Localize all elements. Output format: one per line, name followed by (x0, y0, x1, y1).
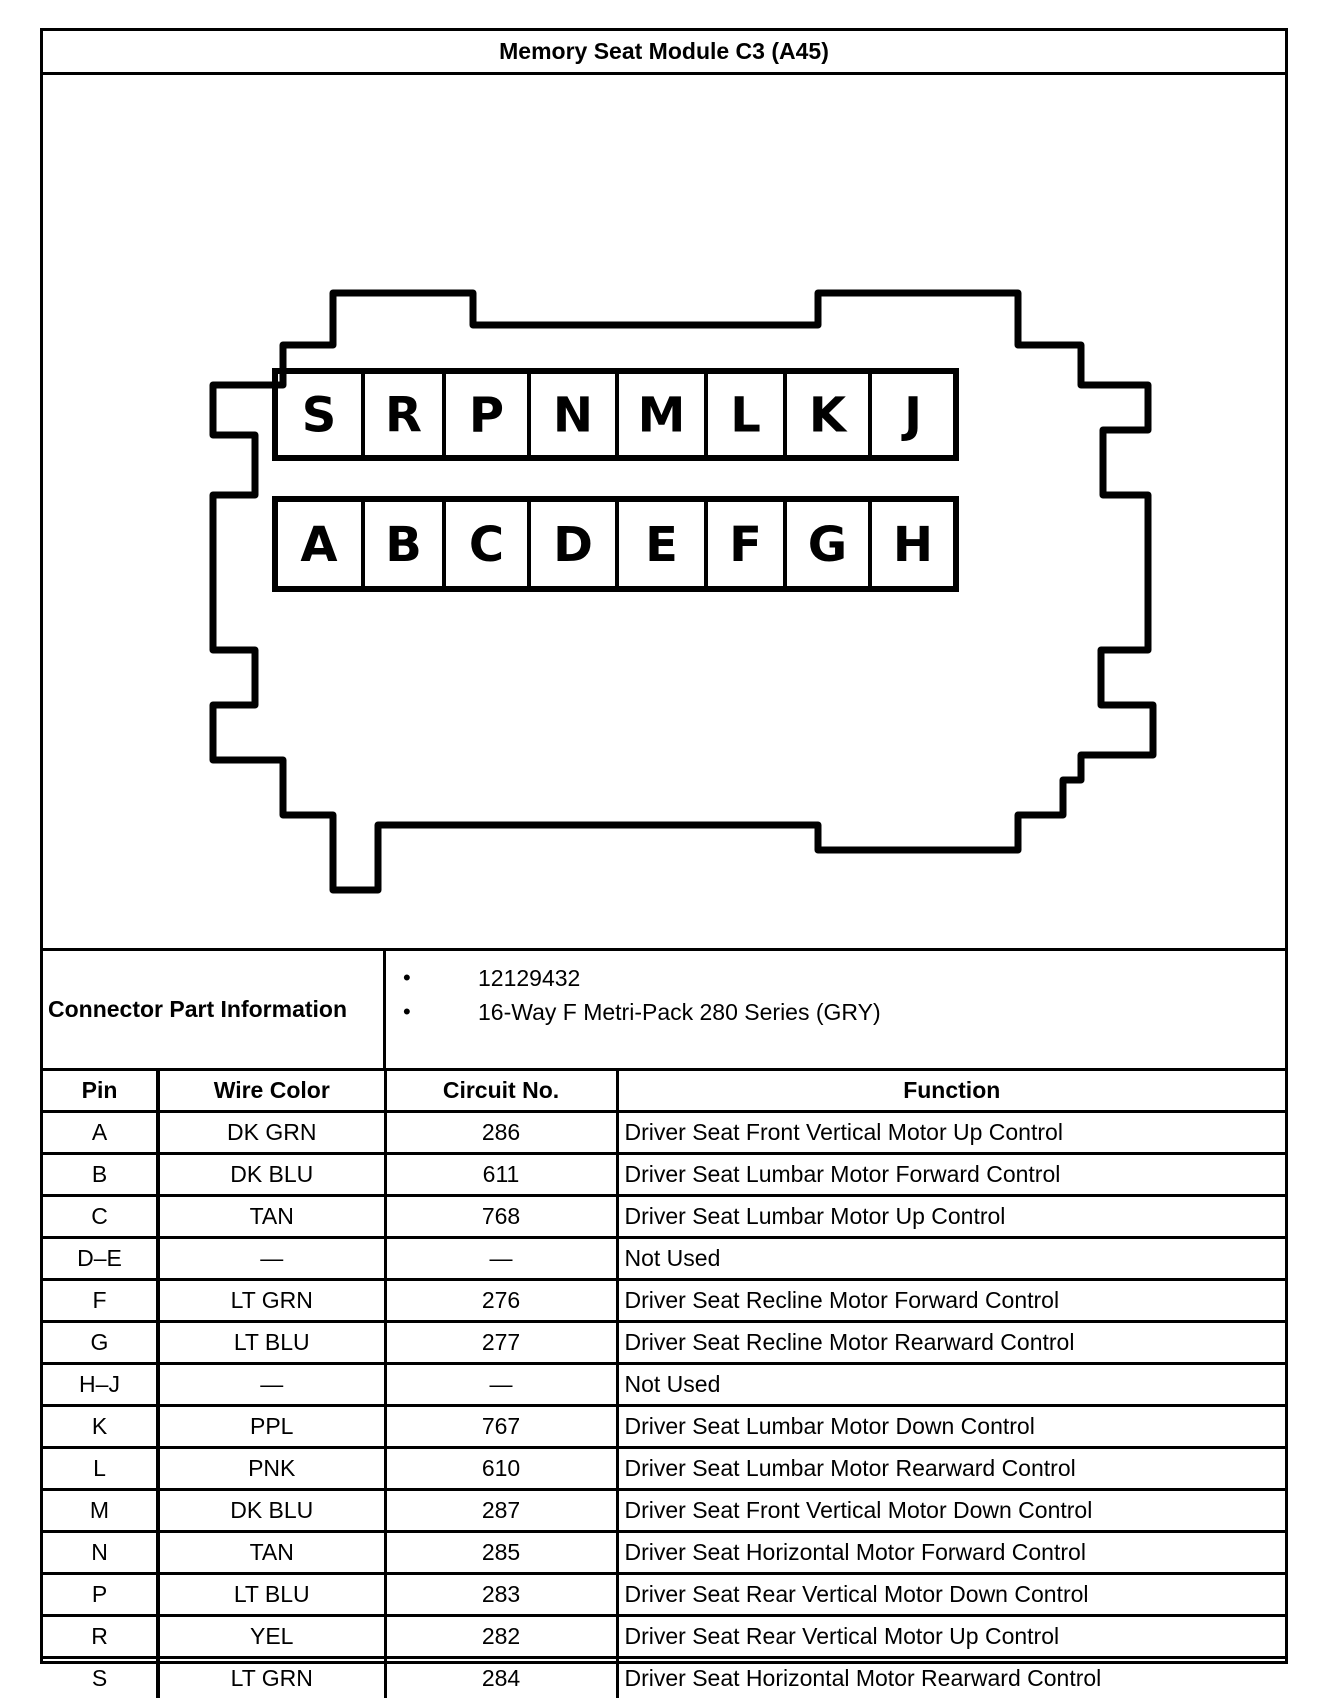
cavity-label: E (645, 517, 678, 573)
circuit-cell: 768 (385, 1196, 617, 1238)
pin-cell: K (43, 1406, 158, 1448)
wire-color-cell: LT GRN (158, 1280, 385, 1322)
table-row (43, 1406, 1285, 1448)
pin-cell: R (43, 1616, 158, 1658)
cavity-label: A (300, 517, 337, 573)
circuit-cell: 610 (385, 1448, 617, 1490)
table-header-row (43, 1071, 1285, 1112)
wire-color-cell: YEL (158, 1616, 385, 1658)
function-cell: Driver Seat Recline Motor Forward Control (617, 1280, 1285, 1322)
cavity-label: H (893, 517, 933, 573)
connector-face-drawing (43, 75, 1285, 948)
function-cell: Driver Seat Lumbar Motor Rearward Control (617, 1448, 1285, 1490)
table-row (43, 1112, 1285, 1154)
table-row (43, 1196, 1285, 1238)
pin-cell: S (43, 1658, 158, 1698)
cavity-label: C (469, 517, 504, 573)
pin-cell: D–E (43, 1238, 158, 1280)
table-row (43, 1322, 1285, 1364)
cavity-label: F (729, 517, 762, 573)
cavity-label: R (385, 388, 422, 444)
function-cell: Driver Seat Recline Motor Rearward Control (617, 1322, 1285, 1364)
circuit-cell: 767 (385, 1406, 617, 1448)
header-pin: Pin (43, 1071, 158, 1112)
wire-color-cell: LT BLU (158, 1322, 385, 1364)
circuit-cell: 283 (385, 1574, 617, 1616)
circuit-cell: 285 (385, 1532, 617, 1574)
circuit-cell: 276 (385, 1280, 617, 1322)
circuit-cell: — (385, 1238, 617, 1280)
function-cell: Driver Seat Horizontal Motor Rearward Control (617, 1658, 1285, 1698)
circuit-cell: 611 (385, 1154, 617, 1196)
wire-color-cell: — (158, 1238, 385, 1280)
header-function: Function (617, 1071, 1285, 1112)
cavity-label: D (553, 517, 593, 573)
table-row (43, 1532, 1285, 1574)
function-cell: Driver Seat Rear Vertical Motor Up Control (617, 1616, 1285, 1658)
wire-color-cell: — (158, 1364, 385, 1406)
cavity-row-top (275, 371, 956, 458)
function-cell: Driver Seat Lumbar Motor Forward Control (617, 1154, 1285, 1196)
circuit-cell: 277 (385, 1322, 617, 1364)
function-cell: Not Used (617, 1238, 1285, 1280)
function-cell: Driver Seat Horizontal Motor Forward Control (617, 1532, 1285, 1574)
pin-cell: B (43, 1154, 158, 1196)
circuit-cell: 284 (385, 1658, 617, 1698)
part-info-label: Connector Part Information (43, 951, 386, 1068)
wire-color-cell: TAN (158, 1196, 385, 1238)
wire-color-cell: PPL (158, 1406, 385, 1448)
cavity-label: N (553, 388, 593, 444)
pin-cell: G (43, 1322, 158, 1364)
table-row (43, 1448, 1285, 1490)
table-row (43, 1364, 1285, 1406)
circuit-cell: 282 (385, 1616, 617, 1658)
pin-cell: C (43, 1196, 158, 1238)
cavity-label: M (638, 388, 686, 444)
wire-color-cell: PNK (158, 1448, 385, 1490)
pin-cell: P (43, 1574, 158, 1616)
wire-color-cell: LT BLU (158, 1574, 385, 1616)
wire-color-cell: TAN (158, 1532, 385, 1574)
pin-cell: H–J (43, 1364, 158, 1406)
pinout-table (43, 1071, 1285, 1698)
function-cell: Driver Seat Lumbar Motor Up Control (617, 1196, 1285, 1238)
circuit-cell: 287 (385, 1490, 617, 1532)
cavity-label: B (385, 517, 422, 573)
wire-color-cell: DK GRN (158, 1112, 385, 1154)
function-cell: Driver Seat Lumbar Motor Down Control (617, 1406, 1285, 1448)
connector-sheet (40, 28, 1288, 1664)
function-cell: Driver Seat Rear Vertical Motor Down Control (617, 1574, 1285, 1616)
header-wire-color: Wire Color (158, 1071, 385, 1112)
function-cell: Driver Seat Front Vertical Motor Down Control (617, 1490, 1285, 1532)
pin-cell: A (43, 1112, 158, 1154)
cavity-label: S (302, 388, 337, 444)
part-info-list (403, 963, 881, 1031)
pin-cell: F (43, 1280, 158, 1322)
table-row (43, 1616, 1285, 1658)
connector-part-information (43, 951, 1285, 1071)
table-row (43, 1490, 1285, 1532)
function-cell: Not Used (617, 1364, 1285, 1406)
table-row (43, 1154, 1285, 1196)
cavity-label: K (809, 388, 848, 444)
pin-cell: L (43, 1448, 158, 1490)
wire-color-cell: DK BLU (158, 1154, 385, 1196)
pin-cell: M (43, 1490, 158, 1532)
pin-cell: N (43, 1532, 158, 1574)
circuit-cell: 286 (385, 1112, 617, 1154)
wire-color-cell: DK BLU (158, 1490, 385, 1532)
cavity-label: P (469, 388, 504, 444)
table-row (43, 1238, 1285, 1280)
table-row (43, 1280, 1285, 1322)
part-number: • 12129432 (403, 963, 881, 997)
table-row (43, 1574, 1285, 1616)
page-title: Memory Seat Module C3 (A45) (43, 31, 1285, 75)
connector-series: • 16-Way F Metri-Pack 280 Series (GRY) (403, 997, 881, 1031)
function-cell: Driver Seat Front Vertical Motor Up Control (617, 1112, 1285, 1154)
wire-color-cell: LT GRN (158, 1658, 385, 1698)
circuit-cell: — (385, 1364, 617, 1406)
cavity-row-bottom (275, 499, 956, 589)
cavity-label: J (901, 388, 922, 444)
cavity-label: L (730, 388, 761, 444)
connector-diagram (43, 75, 1285, 951)
header-circuit-no: Circuit No. (385, 1071, 617, 1112)
cavity-label: G (808, 517, 847, 573)
